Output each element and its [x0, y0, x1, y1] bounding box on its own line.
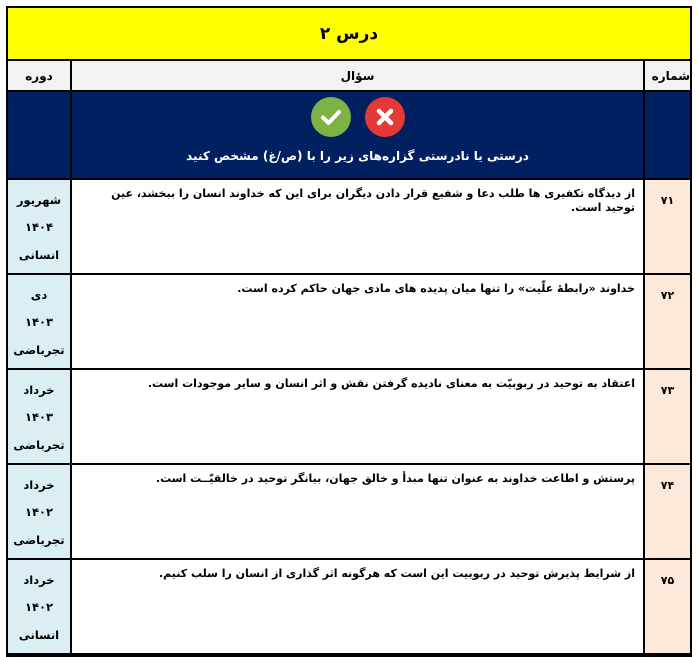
- question-cell: از شرایط پذیرش توحید در ربوبیت این است که هرگونه اثر گذاری از انسان را سلب کنیم.: [72, 560, 645, 653]
- term-month: خرداد: [23, 382, 55, 397]
- table-row: [8, 180, 690, 275]
- term-track: تجرباضی: [13, 533, 65, 548]
- question-cell: از دیدگاه تکفیری ها طلب دعا و شفیع قرار دادن دیگران برای این که خداوند انسان را ببخشد، عین توحید است.: [72, 180, 645, 273]
- term-month: خرداد: [23, 477, 55, 492]
- term-year: ۱۴۰۴: [24, 220, 54, 235]
- table-row: [8, 370, 690, 465]
- x-icon: [365, 97, 405, 137]
- term-cell: [8, 370, 72, 463]
- term-cell: [8, 275, 72, 368]
- question-number: ۷۴: [645, 465, 690, 558]
- term-track: تجرباضی: [13, 343, 65, 358]
- lesson-title: [8, 8, 690, 61]
- question-cell: اعتقاد به توحید در ربوبیّت به معنای نادیده گرفتن نقش و اثر انسان و سایر موجودات است.: [72, 370, 645, 463]
- question-number: ۷۵: [645, 560, 690, 653]
- question-sheet: [6, 6, 692, 657]
- instruction-term-cell: [8, 92, 72, 178]
- term-year: ۱۴۰۳: [24, 410, 54, 425]
- true-false-icons: [311, 97, 405, 137]
- question-cell: پرستش و اطاعت خداوند به عنوان تنها مبدأ و خالق جهان، بیانگر توحید در خالقیّــت است.: [72, 465, 645, 558]
- term-month: شهریور: [16, 192, 62, 207]
- term-track: انسانی: [18, 628, 60, 643]
- term-year: ۱۴۰۲: [24, 505, 54, 520]
- table-row: [8, 465, 690, 560]
- term-month: خرداد: [23, 572, 55, 587]
- question-number: ۷۳: [645, 370, 690, 463]
- header-question: سؤال: [72, 61, 645, 90]
- question-number: ۷۱: [645, 180, 690, 273]
- table-row: [8, 275, 690, 370]
- instruction-text: درستی یا نادرستی گزاره‌های زیر را با (ص/غ) مشخص کنید: [186, 149, 529, 163]
- term-month: دی: [30, 287, 48, 302]
- term-cell: [8, 465, 72, 558]
- header-number: شماره: [651, 68, 690, 83]
- question-number: ۷۲: [645, 275, 690, 368]
- table-row: [8, 560, 690, 655]
- question-cell: خداوند «رابطهٔ علّیت» را تنها میان پدیده های مادی جهان حاکم کرده است.: [72, 275, 645, 368]
- header-term: دوره: [8, 61, 72, 90]
- lesson-title-text: درس ۲: [319, 23, 379, 44]
- term-track: انسانی: [18, 248, 60, 263]
- term-year: ۱۴۰۳: [24, 315, 54, 330]
- term-track: تجرباضی: [13, 438, 65, 453]
- term-cell: [8, 180, 72, 273]
- check-icon: [311, 97, 351, 137]
- instruction-number-cell: [645, 92, 690, 178]
- table-header: [8, 61, 690, 92]
- term-year: ۱۴۰۲: [24, 600, 54, 615]
- instruction-row: [8, 92, 690, 180]
- term-cell: [8, 560, 72, 653]
- instruction-cell: [72, 92, 645, 178]
